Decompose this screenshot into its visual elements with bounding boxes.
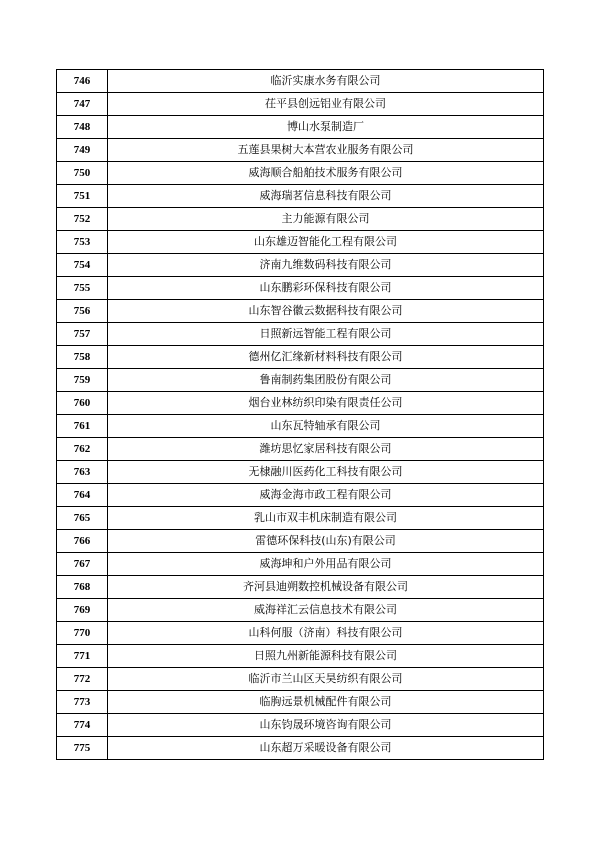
table-row bbox=[57, 162, 544, 185]
row-number: 766 bbox=[57, 530, 108, 553]
company-name: 山东鹏彩环保科技有限公司 bbox=[108, 277, 544, 300]
table-row bbox=[57, 507, 544, 530]
company-name: 威海坤和户外用品有限公司 bbox=[108, 553, 544, 576]
company-name: 临朐远景机械配件有限公司 bbox=[108, 691, 544, 714]
company-name: 威海金海市政工程有限公司 bbox=[108, 484, 544, 507]
row-number: 764 bbox=[57, 484, 108, 507]
company-name: 齐河县迪朔数控机械设备有限公司 bbox=[108, 576, 544, 599]
row-number: 768 bbox=[57, 576, 108, 599]
table-row bbox=[57, 277, 544, 300]
row-number: 760 bbox=[57, 392, 108, 415]
row-number: 748 bbox=[57, 116, 108, 139]
company-name: 潍坊思忆家居科技有限公司 bbox=[108, 438, 544, 461]
company-name: 主力能源有限公司 bbox=[108, 208, 544, 231]
table-body bbox=[57, 70, 544, 760]
table-row bbox=[57, 369, 544, 392]
company-name: 威海瑞茗信息科技有限公司 bbox=[108, 185, 544, 208]
company-name: 山东钧晟环境咨询有限公司 bbox=[108, 714, 544, 737]
company-name: 鲁南制药集团股份有限公司 bbox=[108, 369, 544, 392]
table-row bbox=[57, 599, 544, 622]
row-number: 771 bbox=[57, 645, 108, 668]
company-name: 德州亿汇缘新材料科技有限公司 bbox=[108, 346, 544, 369]
row-number: 775 bbox=[57, 737, 108, 760]
row-number: 751 bbox=[57, 185, 108, 208]
table-row bbox=[57, 461, 544, 484]
row-number: 761 bbox=[57, 415, 108, 438]
table-row bbox=[57, 668, 544, 691]
table-row bbox=[57, 714, 544, 737]
table-row bbox=[57, 70, 544, 93]
row-number: 749 bbox=[57, 139, 108, 162]
row-number: 747 bbox=[57, 93, 108, 116]
company-name: 五莲县果树大本营农业服务有限公司 bbox=[108, 139, 544, 162]
row-number: 767 bbox=[57, 553, 108, 576]
table-row bbox=[57, 691, 544, 714]
table-row bbox=[57, 139, 544, 162]
company-name: 威海顺合船舶技术服务有限公司 bbox=[108, 162, 544, 185]
table-row bbox=[57, 553, 544, 576]
table-row bbox=[57, 622, 544, 645]
row-number: 758 bbox=[57, 346, 108, 369]
company-list-table bbox=[56, 69, 544, 760]
table-row bbox=[57, 93, 544, 116]
company-name: 日照新远智能工程有限公司 bbox=[108, 323, 544, 346]
row-number: 757 bbox=[57, 323, 108, 346]
row-number: 765 bbox=[57, 507, 108, 530]
row-number: 756 bbox=[57, 300, 108, 323]
row-number: 755 bbox=[57, 277, 108, 300]
company-name: 山东超万采暖设备有限公司 bbox=[108, 737, 544, 760]
table-row bbox=[57, 530, 544, 553]
row-number: 753 bbox=[57, 231, 108, 254]
company-name: 日照九州新能源科技有限公司 bbox=[108, 645, 544, 668]
table-row bbox=[57, 392, 544, 415]
table-row bbox=[57, 116, 544, 139]
company-name: 临沂实康水务有限公司 bbox=[108, 70, 544, 93]
table-row bbox=[57, 231, 544, 254]
company-name: 山东智谷徽云数据科技有限公司 bbox=[108, 300, 544, 323]
table-row bbox=[57, 346, 544, 369]
table-row bbox=[57, 484, 544, 507]
table-row bbox=[57, 576, 544, 599]
company-name: 山科何服（济南）科技有限公司 bbox=[108, 622, 544, 645]
row-number: 759 bbox=[57, 369, 108, 392]
company-name: 博山水泵制造厂 bbox=[108, 116, 544, 139]
row-number: 763 bbox=[57, 461, 108, 484]
company-name: 山东雄迈智能化工程有限公司 bbox=[108, 231, 544, 254]
row-number: 774 bbox=[57, 714, 108, 737]
company-name: 威海祥汇云信息技术有限公司 bbox=[108, 599, 544, 622]
company-name: 无棣融川医药化工科技有限公司 bbox=[108, 461, 544, 484]
row-number: 762 bbox=[57, 438, 108, 461]
company-name: 茌平县创远铝业有限公司 bbox=[108, 93, 544, 116]
table-row bbox=[57, 300, 544, 323]
table-row bbox=[57, 438, 544, 461]
table-row bbox=[57, 208, 544, 231]
table-row bbox=[57, 323, 544, 346]
company-name: 济南九维数码科技有限公司 bbox=[108, 254, 544, 277]
row-number: 769 bbox=[57, 599, 108, 622]
table-row bbox=[57, 645, 544, 668]
row-number: 773 bbox=[57, 691, 108, 714]
company-name: 山东瓦特轴承有限公司 bbox=[108, 415, 544, 438]
company-name: 烟台业林纺织印染有限责任公司 bbox=[108, 392, 544, 415]
row-number: 752 bbox=[57, 208, 108, 231]
table-row bbox=[57, 254, 544, 277]
company-name: 雷德环保科技(山东)有限公司 bbox=[108, 530, 544, 553]
row-number: 754 bbox=[57, 254, 108, 277]
company-name: 临沂市兰山区天昊纺织有限公司 bbox=[108, 668, 544, 691]
row-number: 746 bbox=[57, 70, 108, 93]
table-row bbox=[57, 415, 544, 438]
table-row bbox=[57, 185, 544, 208]
row-number: 750 bbox=[57, 162, 108, 185]
row-number: 770 bbox=[57, 622, 108, 645]
row-number: 772 bbox=[57, 668, 108, 691]
table-row bbox=[57, 737, 544, 760]
company-name: 乳山市双丰机床制造有限公司 bbox=[108, 507, 544, 530]
